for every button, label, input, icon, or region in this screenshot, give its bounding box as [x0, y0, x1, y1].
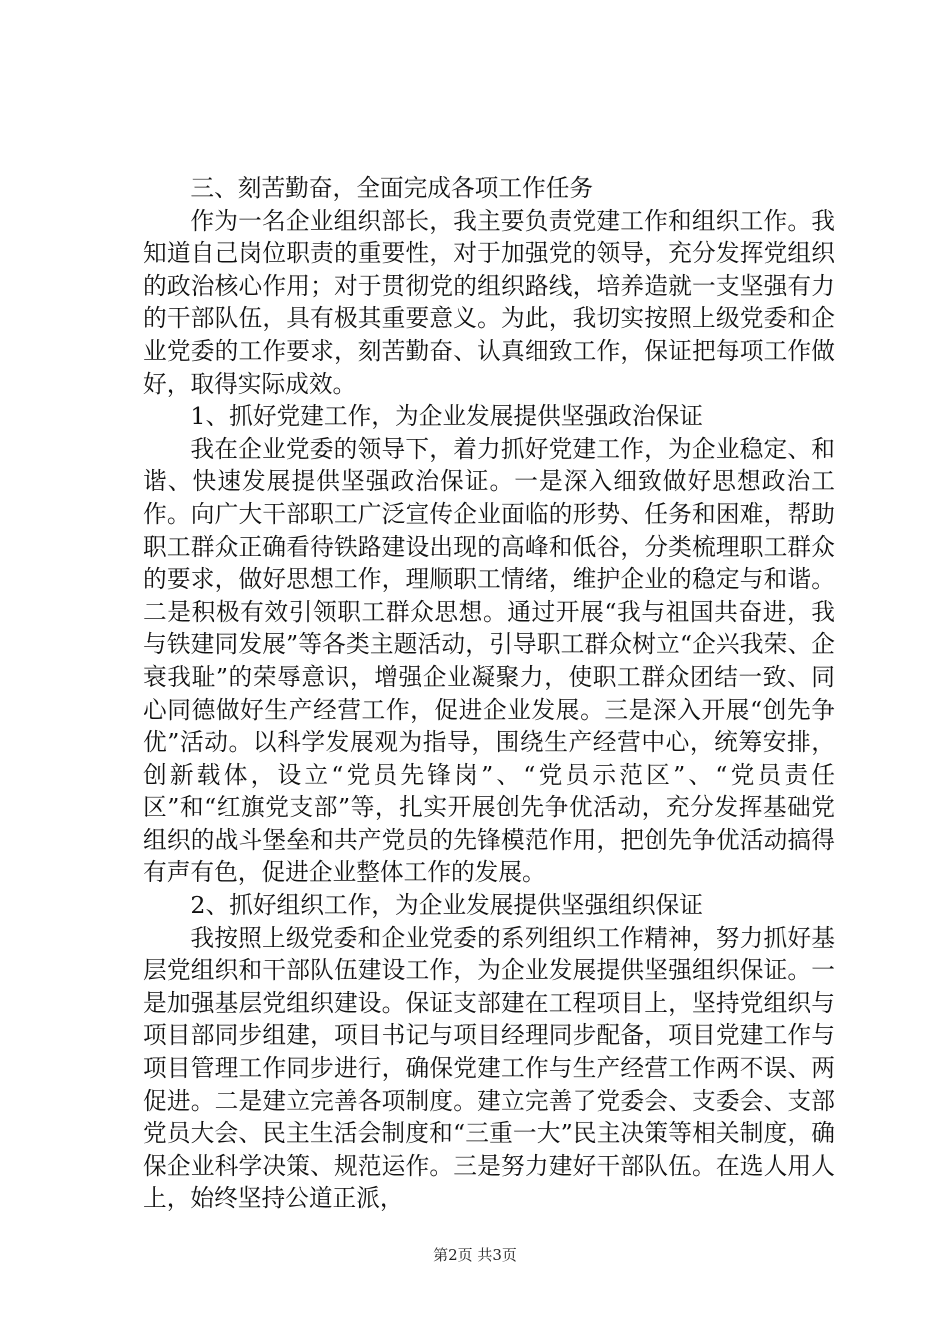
paragraph-party-building: 我在企业党委的领导下，着力抓好党建工作，为企业稳定、和谐、快速发展提供坚强政治保证。一是深入细致做好思想政治工作。向广大干部职工广泛宣传企业面临的形势、任务和困难，帮助职工群众正确看待铁路建设出现的高峰和低谷，分类梳理职工群众的要求，做好思想工作，理顺职工情绪，维护企业的稳定与和谐。二是积极有效引领职工群众思想。通过开展“我与祖国共奋进，我与铁建同发展”等各类主题活动，引导职工群众树立“企兴我荣、企衰我耻”的荣辱意识，增强企业凝聚力，使职工群众团结一致、同心同德做好生产经营工作，促进企业发展。三是深入开展“创先争优”活动。以科学发展观为指导，围绕生产经营中心，统筹安排，创新载体，设立“党员先锋岗”、“党员示范区”、“党员责任区”和“红旗党支部”等，扎实开展创先争优活动，充分发挥基础党组织的战斗堡垒和共产党员的先锋模范作用，把创先争优活动搞得有声有色，促进企业整体工作的发展。 [143, 434, 835, 887]
subheading-party-building: 1、抓好党建工作，为企业发展提供坚强政治保证 [190, 402, 703, 431]
subheading-organization: 2、抓好组织工作，为企业发展提供坚强组织保证 [190, 891, 703, 920]
page-number-footer: 第2页 共3页 [433, 1246, 517, 1264]
section-heading-3: 三、刻苦勤奋，全面完成各项工作任务 [190, 174, 594, 202]
paragraph-intro: 作为一名企业组织部长，我主要负责党建工作和组织工作。我知道自己岗位职责的重要性，对于加强党的领导，充分发挥党组织的政治核心作用；对于贯彻党的组织路线，培养造就一支坚强有力的干部队伍，具有极其重要意义。为此，我切实按照上级党委和企业党委的工作要求，刻苦勤奋、认真细致工作，保证把每项工作做好，取得实际成效。 [143, 206, 835, 398]
paragraph-organization: 我按照上级党委和企业党委的系列组织工作精神，努力抓好基层党组织和干部队伍建设工作，为企业发展提供坚强组织保证。一是加强基层党组织建设。保证支部建在工程项目上，坚持党组织与项目部同步组建，项目书记与项目经理同步配备，项目党建工作与项目管理工作同步进行，确保党建工作与生产经营工作两不误、两促进。二是建立完善各项制度。建立完善了党委会、支委会、支部党员大会、民主生活会制度和“三重一大”民主决策等相关制度，确保企业科学决策、规范运作。三是努力建好干部队伍。在选人用人上，始终坚持公道正派， [143, 923, 835, 1213]
document-body [143, 172, 835, 1215]
